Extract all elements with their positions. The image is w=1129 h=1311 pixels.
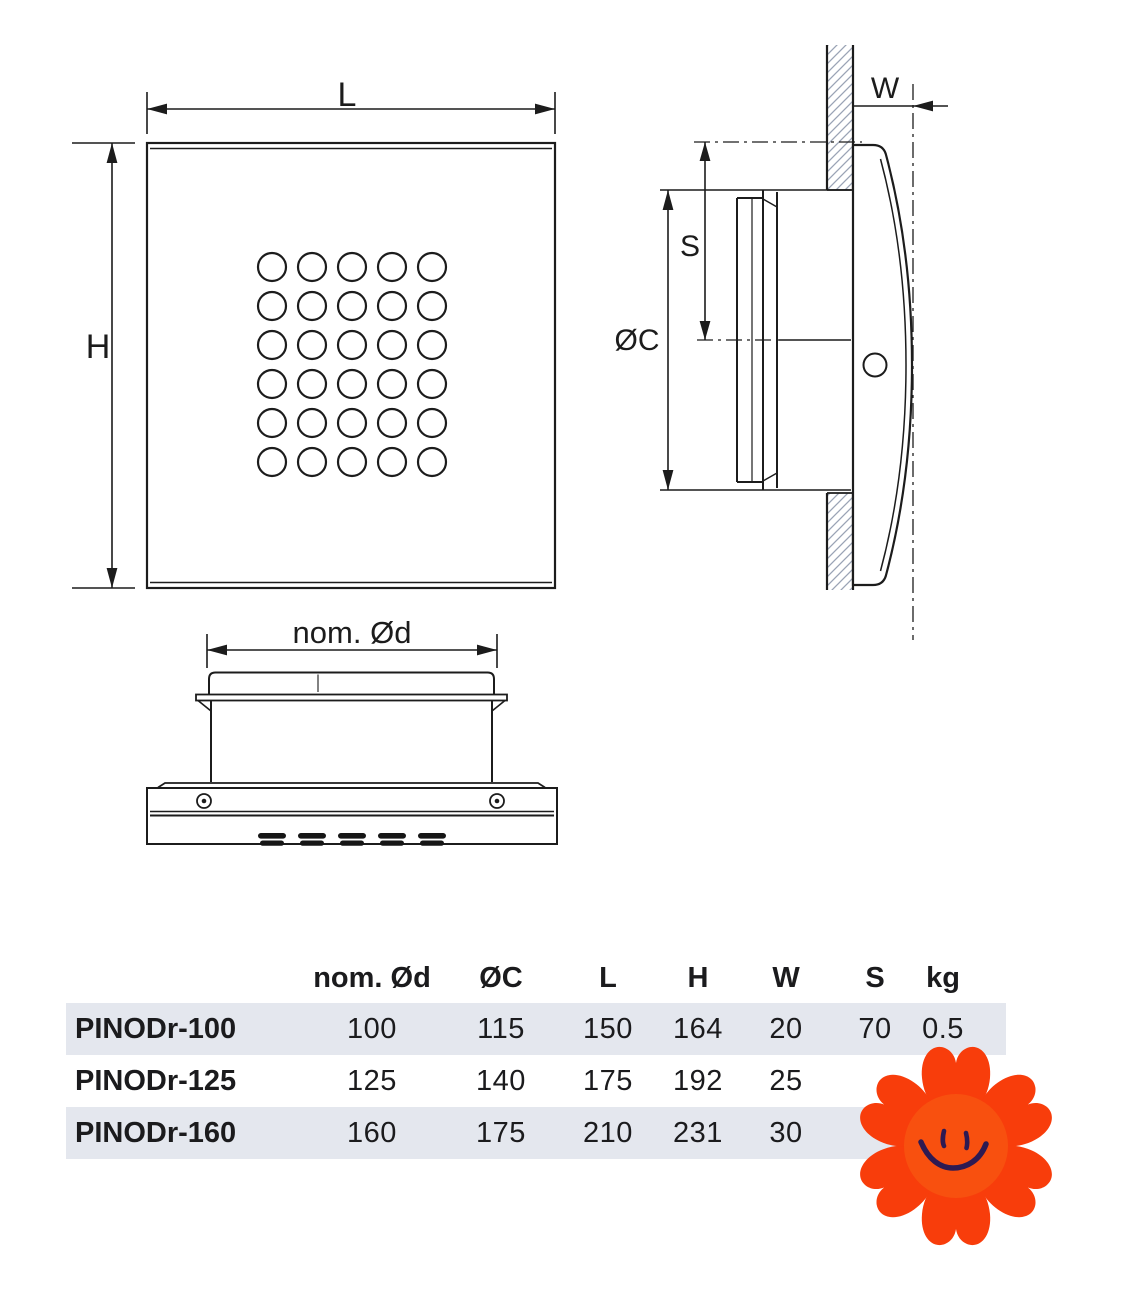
cell-nom-d: 100 — [347, 1013, 397, 1045]
dimension-H — [72, 143, 135, 588]
cell-dia-c: 115 — [477, 1013, 525, 1045]
cell-H: 231 — [673, 1117, 723, 1149]
arrowhead — [147, 104, 167, 115]
arrowhead — [700, 142, 711, 161]
arrowhead — [663, 470, 674, 490]
flower-sticker — [820, 1020, 1080, 1300]
arrowhead — [700, 321, 711, 340]
spigot — [196, 673, 507, 783]
arrowhead — [477, 645, 497, 656]
col-header-S: S — [865, 962, 885, 994]
dim-label-diameter-C: ØC — [614, 324, 660, 357]
cover-screw-hole — [864, 354, 887, 377]
front-view — [72, 76, 555, 588]
cell-dia-c: 140 — [476, 1065, 526, 1097]
cell-nom-d: 125 — [347, 1065, 397, 1097]
cell-W: 25 — [769, 1065, 803, 1097]
cell-H: 192 — [673, 1065, 723, 1097]
grille-panel — [147, 143, 555, 588]
dimension-diameter-C — [615, 190, 674, 490]
cell-nom-d: 160 — [347, 1117, 397, 1149]
cell-kg: 0.5 — [922, 1013, 964, 1045]
arrowhead — [107, 143, 118, 163]
cell-W: 20 — [769, 1013, 803, 1045]
dim-label-W: W — [870, 72, 900, 105]
row-label: PINODr-100 — [75, 1013, 237, 1045]
dim-label-S: S — [679, 230, 701, 263]
table-header-row — [66, 953, 1006, 1003]
side-view — [615, 45, 949, 640]
cell-H: 164 — [673, 1013, 723, 1045]
rear-view — [147, 615, 557, 846]
dimension-L — [147, 76, 555, 134]
left-eye — [943, 1131, 944, 1146]
dimension-S — [680, 142, 710, 340]
arrowhead — [913, 101, 933, 112]
col-header-dia-c: ØC — [479, 962, 523, 994]
base-plate — [147, 783, 557, 846]
cell-W: 30 — [769, 1117, 803, 1149]
dimension-nom-d — [207, 615, 497, 668]
cell-L: 210 — [583, 1117, 633, 1149]
col-header-H: H — [687, 962, 709, 994]
dimension-W — [853, 72, 948, 111]
dim-label-nom-d: nom. Ød — [292, 615, 412, 650]
arrowhead — [107, 568, 118, 588]
arrowhead — [207, 645, 227, 656]
cell-L: 150 — [583, 1013, 633, 1045]
col-header-nom-d: nom. Ød — [313, 962, 431, 994]
wall-hatch-bottom — [827, 493, 853, 590]
grille-body-side — [737, 190, 851, 490]
screw — [197, 794, 211, 808]
screw — [490, 794, 504, 808]
row-label: PINODr-160 — [75, 1117, 237, 1149]
arrowhead — [663, 190, 674, 210]
col-header-L: L — [599, 962, 617, 994]
wall-hatch-top — [827, 45, 853, 190]
cell-dia-c: 175 — [476, 1117, 526, 1149]
right-eye — [966, 1133, 967, 1148]
arrowhead — [535, 104, 555, 115]
dim-label-H: H — [85, 328, 111, 366]
flower-face — [904, 1094, 1008, 1198]
col-header-W: W — [772, 962, 800, 994]
cell-S: 70 — [858, 1013, 892, 1045]
cell-L: 175 — [583, 1065, 633, 1097]
col-header-kg: kg — [926, 962, 960, 994]
dim-label-L: L — [337, 76, 357, 114]
row-label: PINODr-125 — [75, 1065, 237, 1097]
